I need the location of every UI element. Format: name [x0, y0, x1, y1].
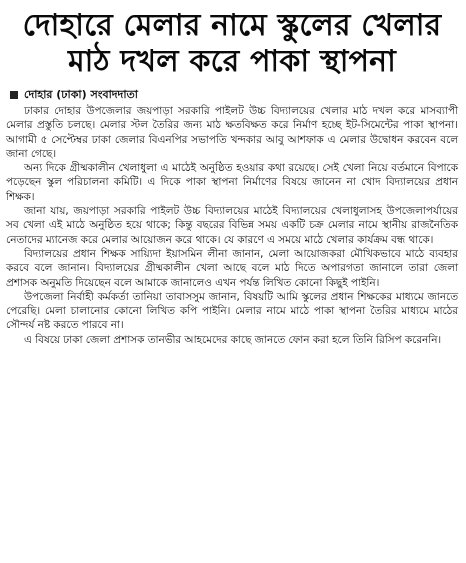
- byline: [6, 88, 458, 102]
- paragraph-2: অন্য দিকে গ্রীষ্মকালীন খেলাধুলা এ মাঠেই অনুষ্ঠিত হওয়ার কথা রয়েছে। সেই খেলা নিয়ে বর্তমানে বিপাকে পড়েছেন স্কুল পরিচালনা কমিটি। এ দিকে পাকা স্থাপনা নির্মাণের বিষয়ে জানেন না খোদ বিদ্যালয়ের প্রধান শিক্ষক।: [6, 162, 458, 203]
- square-bullet-icon: [10, 91, 18, 99]
- byline-text: দোহার (ঢাকা) সংবাদদাতা: [24, 87, 138, 101]
- paragraph-4: বিদ্যালয়ের প্রধান শিক্ষক সায়্যিদা ইয়াসমিন লীনা জানান, মেলা আয়োজকরা মৌখিকভাবে মাঠে ব্যবহার করবে বলে জানান। বিদ্যালয়ের গ্রীষ্মকালীন খেলা আছে বলে মাঠ দিতে অপারগতা জানালে তারা জেলা প্রশাসক অনুমতি দিয়েছেন বলে আমাকে জানালেও এখন পর্যন্ত লিখিত কোনো কিছুই পাইনি।: [6, 247, 458, 289]
- paragraph-5: উপজেলা নির্বাহী কর্মকর্তা তানিয়া তাবাসসুম জানান, বিষয়টি আমি স্কুলের প্রধান শিক্ষকের মাধ্যমে জানতে পেরেছি। মেলা চালানোর কোনো লিখিত কপি পাইনি। মেলার নামে মাঠে পাকা স্থাপনা তৈরির মাধ্যমে মাঠের সৌন্দর্য নষ্ট করতে পারবে না।: [6, 290, 458, 332]
- article-body: [6, 104, 458, 347]
- headline-line-2: মাঠ দখল করে পাকা স্থাপনা: [67, 44, 396, 79]
- headline-line-1: দোহারে মেলার নামে স্কুলের খেলার: [22, 8, 442, 43]
- paragraph-1: ঢাকার দোহার উপজেলার জয়পাড়া সরকারি পাইলট উচ্চ বিদ্যালয়ের খেলার মাঠ দখল করে মাসব্যাপী মেলার প্রস্তুতি চলছে। মেলার স্টল তৈরির জন্য মাঠ ক্ষতবিক্ষত করে নির্মাণ হচ্ছে ইট-সিমেন্টের পাকা স্থাপনা। আগামী ৫ সেপ্টেম্বর ঢাকা জেলার বিএনপির সভাপতি খন্দকার আবু আশফাক এ মেলার উদ্বোধন করবেন বলে জানা গেছে।: [6, 105, 458, 160]
- headline: [6, 0, 458, 80]
- paragraph-3: জানা যায়, জয়পাড়া সরকারি পাইলট উচ্চ বিদ্যালয়ের মাঠেই বিদ্যালয়ের খেলাধুলাসহ উপজেলাপর্যায়ের সব খেলা এই মাঠে অনুষ্ঠিত হয়ে থাকে; কিন্তু বছরের বিভিন্ন সময় একটি চক্র মেলার নামে স্থানীয় রাজনৈতিক নেতাদের ম্যানেজ করে মেলার আয়োজন করে থাকে। যে কারণে এ সময়ে মাঠে খেলার কার্যক্রম বন্ধ থাকে।: [6, 205, 458, 246]
- paragraph-6: এ বিষয়ে ঢাকা জেলা প্রশাসক তানভীর আহমেদের কাছে জানতে ফোন করা হলে তিনি রিসিপ করেননি।: [24, 333, 442, 346]
